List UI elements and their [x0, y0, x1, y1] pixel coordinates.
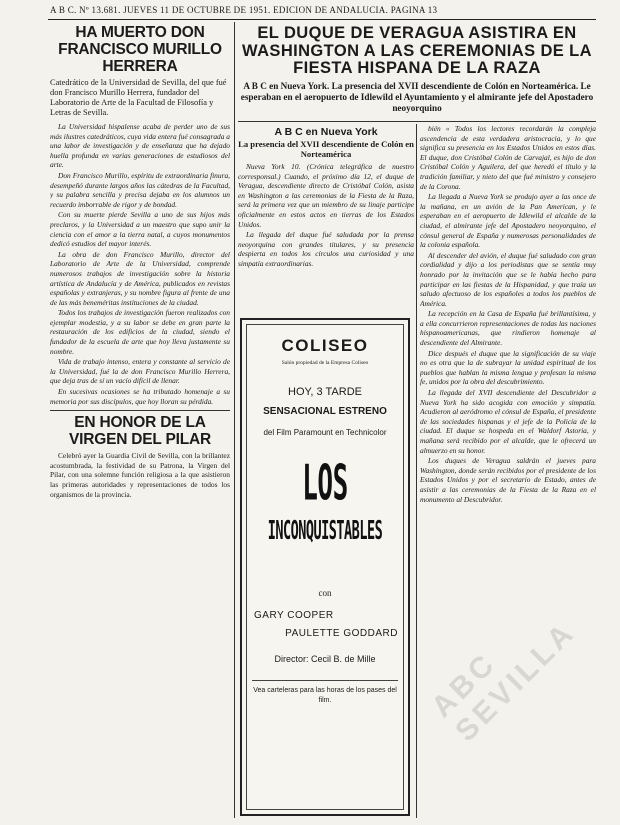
- obituary-paragraph: Vida de trabajo intenso, entera y constante al servicio de la Universidad, fué la de don Francisco Murillo Herrera, que deja tras de sí un vacío difícil de llenar.: [50, 357, 230, 386]
- article-separator: [50, 410, 230, 411]
- veragua-body: [238, 162, 414, 269]
- banner-rule: [238, 121, 596, 122]
- obituary-paragraph: Con su muerte pierde Sevilla a uno de sus hijos más preclaros, y la Universidad a un maestro que supo unir la ciencia con el amor a la tierra natal, a cuyos monumentos dedicó estudios del mayor interés.: [50, 210, 230, 249]
- veragua-deck: A B C en Nueva York. La presencia del XVII descendiente de Colón en Norteamérica. Le esperaban en el aeropuerto de Idlewild el Ayuntamiento y el almirante jefe del Apostadero neoyorquino: [240, 80, 594, 113]
- ad-separator: [252, 680, 398, 681]
- pilar-headline: EN HONOR DE LA VIRGEN DEL PILAR: [68, 414, 212, 449]
- ad-film-title-2: INCONQUISTABLES: [267, 516, 383, 547]
- ad-theatre-sub: Salón propiedad de la Empresa Coliseo: [281, 360, 369, 366]
- continuation-paragraph: Dice después el duque que la significación de su viaje no es otra que la de subrayar la unidad espiritual de los pueblos que hablan la misma lengua y profesan la misma fe, unidos por la obra del descubrimiento.: [420, 348, 596, 387]
- ad-star-1: GARY COOPER: [254, 610, 334, 621]
- continuation-paragraph: Al descender del avión, el duque fué saludado con gran cordialidad y dijo a los periodistas que se sentía muy honrado por la invitación que se le había hecho para participar en las fiestas de la Hispanidad, y que traía un saludo afectuoso de los españoles a todos los pueblos de América.: [420, 250, 596, 308]
- article-subhead: La presencia del XVII descendiente de Colón en Norteamérica: [238, 139, 414, 159]
- obituary-paragraph: La obra de don Francisco Murillo, director del Laboratorio de Arte de la Universidad, comprende numerosos trabajos de investigación sobre la historia artística de Andalucía y de América, publicados en revistas españolas y extranjeras, y su nombre figura al frente de una de las más beneméritas instituciones de la ciudad.: [50, 249, 230, 307]
- continuation-paragraph: La llegada a Nueva York se produjo ayer a las once de la mañana, en un avión de la Pan American, y le esperaban en el aeropuerto de Idlewild el alcalde de la ciudad, el almirante jefe del Apostadero neoyorquino, el cónsul general de España y numerosas personalidades de la colonia española.: [420, 192, 596, 250]
- right-column: [420, 124, 596, 819]
- continuation-paragraph: La recepción en la Casa de España fué brillantísima, y a ella concurrieron representaciones de todas las naciones hispanoamericanas, que rindieron homenaje al descendiente del Almirante.: [420, 309, 596, 348]
- continuation-paragraph: bién « Todos los lectores recordarán la compleja ascendencia de esta verdadera aristocracia, y lo que significa su presencia en los Estados Unidos en estos días. El duque, don Cristóbal Colón de Carvajal, es hijo de don Cristóbal Colón y Aguilera, del que heredó el título y la tradición familiar, y nieto del que fué ministro y consejero de la Corona.: [420, 124, 596, 191]
- veragua-banner: [238, 22, 596, 120]
- ad-time: HOY, 3 TARDE: [288, 386, 362, 398]
- obituary-paragraph: Todos los trabajos de investigación fueron realizados con ejemplar modestia, y a su labor se debe en gran parte la restauración de los edificios de la ciudad, siendo el fundador de la escuela de arte que hoy lleva justamente su nombre.: [50, 308, 230, 356]
- page-header: A B C. Nº 13.681. JUEVES 11 DE OCTUBRE DE 1951. EDICION DE ANDALUCIA. PAGINA 13: [50, 5, 438, 15]
- ad-film-info: del Film Paramount en Technicolor: [263, 428, 387, 437]
- header-rule: [48, 19, 596, 20]
- obituary-paragraph: En sucesivas ocasiones se ha tributado homenaje a su memoria por sus discípulos, que hoy lloran su pérdida.: [50, 387, 230, 406]
- obituary-paragraph: Don Francisco Murillo, espíritu de extraordinaria finura, desempeñó durante largos años las cátedras de la Facultad, y su palabra sencilla y precisa dejaba en los alumnos un recuerdo imborrable de rigor y de bondad.: [50, 170, 230, 209]
- ad-theatre-name: COLISEO: [281, 336, 369, 355]
- obituary-paragraph: La Universidad hispalense acaba de perder uno de sus más ilustres catedráticos, cuya vida entera fué consagrada a una labor de investigación y de enseñanza que ha dejado huella profunda en varias generaciones de estudiosos del arte.: [50, 122, 230, 170]
- ad-premiere: SENSACIONAL ESTRENO: [263, 406, 387, 417]
- column-rule-left: [234, 22, 235, 818]
- ad-director: Director: Cecil B. de Mille: [274, 654, 376, 664]
- veragua-paragraph: La llegada del duque fué saludada por la prensa neoyorquina con grandes titulares, y su presencia despierta en todos los círculos una curiosidad y una simpatía extraordinarias.: [238, 230, 414, 268]
- pilar-body: [50, 451, 230, 499]
- column-rule-right: [416, 124, 417, 818]
- middle-column: [238, 124, 414, 309]
- ad-footer: Vea carteleras para las horas de los pases del film.: [253, 687, 397, 704]
- veragua-paragraph: Nueva York 10. (Crónica telegráfica de nuestro corresponsal.) Cuando, el próximo día 12, el duque de Veragua, descendiente directo de Cristóbal Colón, asista en Washington a las ceremonias de la Fiesta de la Raza, será la primera vez que un miembro de su linaje participe oficialmente en estos actos en tierras de los Estados Unidos.: [238, 162, 414, 229]
- dateline-subhead: A B C en Nueva York: [274, 126, 378, 138]
- continuation-paragraph: La llegada del XVII descendiente del Descubridor a Nueva York ha sido acogida con emoción y simpatía. Acudieron al aeródromo el cónsul de España, el presidente de las sociedades hispanas y el jefe de la Policía de la ciudad. El duque se hospeda en el Waldorf Astoria, y mañana será recibido por el alcalde, que le ofrecerá un almuerzo en su honor.: [420, 388, 596, 455]
- veragua-continuation: [420, 124, 596, 504]
- pilar-paragraph: Celebró ayer la Guardia Civil de Sevilla, con la brillantez acostumbrada, la festividad de su Patrona, la Virgen del Pilar, con una solemne función religiosa a la que asistieron las primeras autoridades y representaciones de todos los organismos de la provincia.: [50, 451, 230, 499]
- obituary-body: [50, 122, 230, 406]
- coliseo-advertisement: [240, 318, 410, 816]
- left-column: [50, 22, 230, 822]
- ad-film-title-1: LOS: [302, 456, 348, 513]
- ad-star-2: PAULETTE GODDARD: [285, 628, 398, 639]
- veragua-headline: EL DUQUE DE VERAGUA ASISTIRA EN WASHINGTON A LAS CEREMONIAS DE LA FIESTA HISPANA DE LA RAZA: [242, 24, 592, 77]
- obituary-headline: HA MUERTO DON FRANCISCO MURILLO HERRERA: [58, 24, 222, 75]
- continuation-paragraph: Los duques de Veragua saldrán el jueves para Washington, donde serán recibidos por el presidente de los Estados Unidos y por el secretario de Estado, antes de asistir a las ceremonias de la Fiesta de la Raza en el monumento al Descubridor.: [420, 456, 596, 504]
- obituary-deck: Catedrático de la Universidad de Sevilla, del que fué don Francisco Murillo Herrera, fundador del Laboratorio de Arte de la Facultad de Filosofía y Letras de Sevilla.: [50, 78, 227, 117]
- ad-con: con: [318, 588, 332, 598]
- archive-watermark: ABC SEVILLA: [425, 615, 583, 749]
